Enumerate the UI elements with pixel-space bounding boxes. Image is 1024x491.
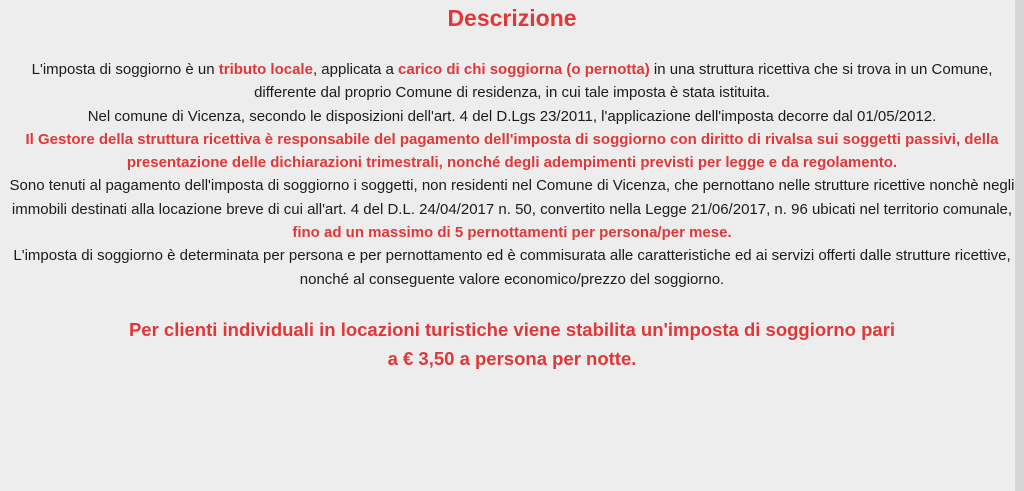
paragraph-determinazione: L'imposta di soggiorno è determinata per persona e per pernottamento ed è commisurata alle caratteristiche ed ai servizi offerti dalle strutture ricettive, nonché al conseguente valore economico/prezzo del soggiorno.	[13, 247, 1011, 288]
section-title: Descrizione	[447, 5, 577, 31]
description-body	[0, 58, 1024, 291]
paragraph-definition	[4, 58, 1020, 105]
highlight-tributo-locale: tributo locale	[218, 61, 313, 78]
definition-text-1: L'imposta di soggiorno è un	[31, 61, 219, 78]
paragraph-soggetti	[4, 174, 1020, 244]
scrollbar[interactable]	[1015, 0, 1024, 491]
definition-text-3: in una struttura ricettiva che si trova in un Comune, differente dal proprio Comune di residenza, in cui tale imposta è stata istituita.	[254, 61, 993, 102]
highlight-massimo-pernottamenti: fino ad un massimo di 5 pernottamenti per persona/per mese.	[292, 224, 732, 242]
tariff-line-1: Per clienti individuali in locazioni turistiche viene stabilita un'imposta di soggiorno pari	[128, 318, 896, 340]
highlight-carico: carico di chi soggiorna (o pernotta)	[398, 61, 650, 78]
tariff-line-2: a € 3,50 a persona per notte.	[387, 347, 637, 369]
tariff-note	[0, 315, 1024, 373]
definition-text-2: , applicata a	[312, 61, 399, 78]
paragraph-decorrenza: Nel comune di Vicenza, secondo le disposizioni dell'art. 4 del D.Lgs 23/2011, l'applicazione dell'imposta decorre dal 01/05/2012.	[87, 107, 937, 125]
paragraph-gestore: Il Gestore della struttura ricettiva è responsabile del pagamento dell'imposta di soggiorno con diritto di rivalsa sui soggetti passivi, della presentazione delle dichiarazioni trimestrali, nonché degli adempimenti previsti per legge e da regolamento.	[25, 130, 999, 172]
soggetti-text: Sono tenuti al pagamento dell'imposta di soggiorno i soggetti, non residenti nel Comune di Vicenza, che pernottano nelle strutture ricettive nonchè negli immobili destinati alla locazione breve di cui all'art. 4 del D.L. 24/04/2017 n. 50, convertito nella Legge 21/06/2017, n. 96 ubicati nel territorio comunale,	[9, 177, 1015, 218]
